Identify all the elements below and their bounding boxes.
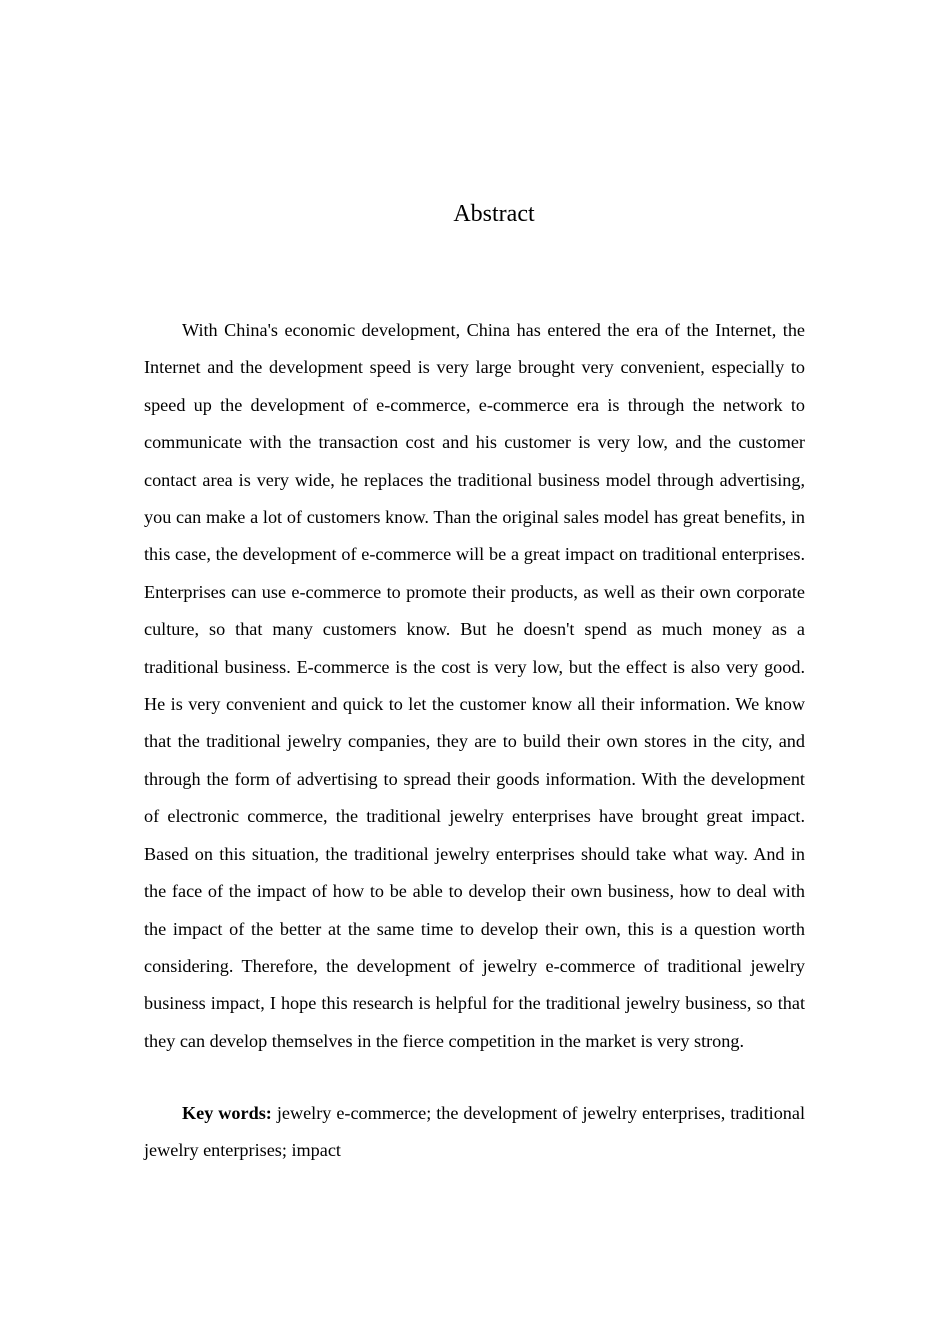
abstract-title: Abstract: [453, 201, 535, 227]
keywords-paragraph: [144, 1095, 805, 1170]
keywords-label: Key words:: [182, 1103, 272, 1123]
abstract-body: With China's economic development, China has entered the era of the Internet, the Internet and the development speed is very large brought very convenient, especially to speed up the development of e-commerce, e-commerce era is through the network to communicate with the transaction cost and his customer is very low, and the customer contact area is very wide, he replaces the traditional business model through advertising, you can make a lot of customers know. Than the original sales model has great benefits, in this case, the development of e-commerce will be a great impact on traditional enterprises. Enterprises can use e-commerce to promote their products, as well as their own corporate culture, so that many customers know. But he doesn't spend as much money as a traditional business. E-commerce is the cost is very low, but the effect is also very good. He is very convenient and quick to let the customer know all their information. We know that the traditional jewelry companies, they are to build their own stores in the city, and through the form of advertising to spread their goods information. With the development of electronic commerce, the traditional jewelry enterprises have brought great impact. Based on this situation, the traditional jewelry enterprises should take what way. And in the face of the impact of how to be able to develop their own business, how to deal with the impact of the better at the same time to develop their own, this is a question worth considering. Therefore, the development of jewelry e-commerce of traditional jewelry business impact, I hope this research is helpful for the traditional jewelry business, so that they can develop themselves in the fierce competition in the market is very strong.: [144, 320, 805, 1051]
keywords-text: jewelry e-commerce; the development of jewelry enterprises, traditional jewelry enterprises; impact: [144, 1103, 806, 1161]
